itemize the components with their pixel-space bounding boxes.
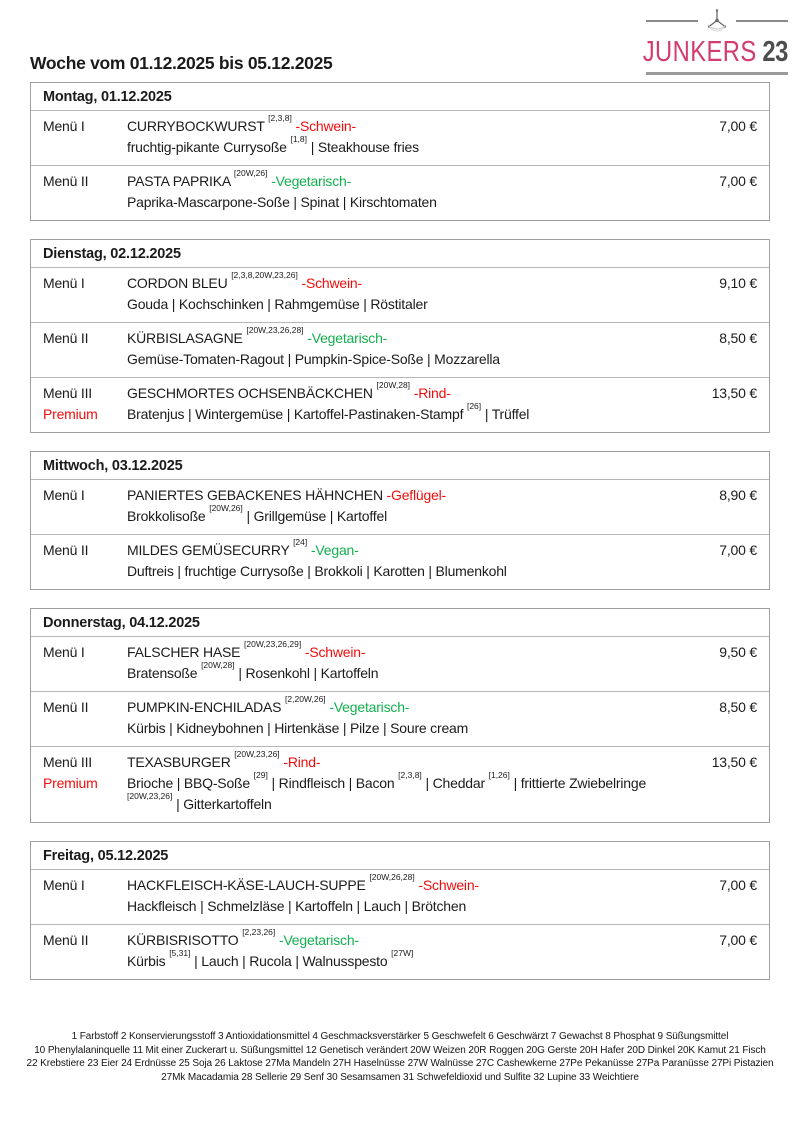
- day-box-dienstag: [30, 239, 770, 433]
- legend-line: 27Mk Macadamia 28 Sellerie 29 Senf 30 Sesamsamen 31 Schwefeldioxid und Sulfite 32 Lupine 33 Weichtiere: [161, 1071, 639, 1083]
- day-header: Montag, 01.12.2025: [31, 83, 769, 111]
- menu-price: 13,50 €: [711, 385, 757, 401]
- dish-description: Bratenjus | Wintergemüse | Kartoffel-Pastinaken-Stampf [26] | Trüffel: [127, 400, 530, 422]
- menu-content: [127, 269, 679, 315]
- menu-price: 8,90 €: [719, 487, 757, 503]
- day-box-donnerstag: [30, 608, 770, 823]
- menu-label: [43, 171, 127, 192]
- dish-description: Brokkolisoße [20W,26] | Grillgemüse | Kartoffel: [127, 502, 387, 524]
- menu-content: [127, 693, 679, 739]
- day-header: Dienstag, 02.12.2025: [31, 240, 769, 268]
- menu-premium-text: Premium: [43, 406, 98, 422]
- menu-label: [43, 697, 127, 718]
- menu-price: 7,00 €: [719, 118, 757, 134]
- menu-price: 7,00 €: [719, 542, 757, 558]
- menu-label-text: Menü II: [43, 699, 89, 715]
- dish-description: Gemüse-Tomaten-Ragout | Pumpkin-Spice-Soße | Mozzarella: [127, 351, 500, 367]
- logo-wordmark: [642, 36, 788, 69]
- menu-label: [43, 642, 127, 663]
- dish-description: Kürbis | Kidneybohnen | Hirtenkäse | Pilze | Soure cream: [127, 720, 469, 736]
- menu-content: [127, 485, 679, 527]
- page-header: [30, 0, 788, 82]
- dish-description: Kürbis [5,31] | Lauch | Rucola | Walnusspesto [27W]: [127, 947, 414, 969]
- menu-price: 9,10 €: [719, 275, 757, 291]
- menu-price: 8,50 €: [719, 699, 757, 715]
- menu-price: 13,50 €: [711, 754, 757, 770]
- dish-title: PUMPKIN-ENCHILADAS [2,20W,26] -Vegetarisch-: [127, 693, 410, 715]
- dish-title: GESCHMORTES OCHSENBÄCKCHEN [20W,28] -Rind-: [127, 379, 451, 401]
- menu-premium-text: Premium: [43, 775, 98, 791]
- menu-label-text: Menü I: [43, 644, 85, 660]
- menu-row: [31, 480, 769, 535]
- menu-label-text: Menü II: [43, 542, 89, 558]
- menu-label-text: Menü I: [43, 275, 85, 291]
- logo-brand-text: JUNKERS: [642, 36, 757, 68]
- menu-content: [127, 324, 679, 370]
- dish-description: Hackfleisch | Schmelzläse | Kartoffeln | Lauch | Brötchen: [127, 898, 467, 914]
- menu-row: [31, 637, 769, 692]
- menu-content: [127, 379, 679, 425]
- dish-description: Gouda | Kochschinken | Rahmgemüse | Röstitaler: [127, 296, 428, 312]
- menu-label: [43, 485, 127, 506]
- menu-label-text: Menü II: [43, 330, 89, 346]
- menu-label-text: Menü II: [43, 932, 89, 948]
- menu-price: 7,00 €: [719, 173, 757, 189]
- dish-title: HACKFLEISCH-KÄSE-LAUCH-SUPPE [20W,26,28] -Schwein-: [127, 871, 479, 893]
- day-box-montag: [30, 82, 770, 221]
- menu-row: [31, 692, 769, 747]
- menu-content: [127, 536, 679, 582]
- menu-row: [31, 378, 769, 432]
- dish-description: Paprika-Mascarpone-Soße | Spinat | Kirschtomaten: [127, 194, 437, 210]
- dish-title: CORDON BLEU [2,3,8,20W,23,26] -Schwein-: [127, 269, 362, 291]
- dish-description: Duftreis | fruchtige Currysoße | Brokkoli | Karotten | Blumenkohl: [127, 563, 507, 579]
- menu-row: [31, 747, 769, 822]
- menu-row: [31, 166, 769, 220]
- menu-row: [31, 535, 769, 589]
- dish-description: fruchtig-pikante Currysoße [1,8] | Steakhouse fries: [127, 133, 419, 155]
- legend-line: 10 Phenylalaninquelle 11 Mit einer Zuckerart u. Süßungsmittel 12 Genetisch verändert 20W Weizen 20R Roggen 20G Gerste 20H Hafer 20D Dinkel 20K Kamut 21 Fisch: [34, 1044, 766, 1056]
- dish-title: FALSCHER HASE [20W,23,26,29] -Schwein-: [127, 638, 366, 660]
- menu-label: [43, 875, 127, 896]
- menu-content: [127, 871, 679, 917]
- menu-label: [43, 383, 127, 425]
- dish-title: CURRYBOCKWURST [2,3,8] -Schwein-: [127, 112, 356, 134]
- dish-title: KÜRBISLASAGNE [20W,23,26,28] -Vegetarisch-: [127, 324, 388, 346]
- menu-label: [43, 328, 127, 349]
- dish-title: KÜRBISRISOTTO [2,23,26] -Vegetarisch-: [127, 926, 359, 948]
- menu-label: [43, 540, 127, 561]
- day-header: Mittwoch, 03.12.2025: [31, 452, 769, 480]
- menu-label: [43, 273, 127, 294]
- propeller-icon: [702, 8, 732, 34]
- junkers-logo: [642, 8, 788, 75]
- day-header: Donnerstag, 04.12.2025: [31, 609, 769, 637]
- menu-row: [31, 111, 769, 166]
- menu-row: [31, 323, 769, 378]
- menu-row: [31, 925, 769, 979]
- menu-label: [43, 116, 127, 137]
- dish-description: Bratensoße [20W,28] | Rosenkohl | Kartoffeln: [127, 659, 379, 681]
- dish-title: MILDES GEMÜSECURRY [24] -Vegan-: [127, 536, 359, 558]
- menu-label-text: Menü I: [43, 487, 85, 503]
- menu-price: 7,00 €: [719, 932, 757, 948]
- logo-underline: [646, 72, 788, 75]
- logo-right-line: [736, 20, 788, 22]
- dish-title: TEXASBURGER [20W,23,26] -Rind-: [127, 748, 321, 770]
- menu-label: [43, 930, 127, 951]
- logo-top-row: [646, 8, 788, 34]
- logo-left-line: [646, 20, 698, 22]
- logo-number-text: 23: [762, 36, 788, 68]
- menu-label-text: Menü III: [43, 754, 92, 770]
- dish-description: Brioche | BBQ-Soße [29] | Rindfleisch | Bacon [2,3,8] | Cheddar [1,26] | frittierte Zwiebelringe [20W,23,26] | Gitterkartoffeln: [127, 769, 647, 812]
- menu-content: [127, 748, 679, 815]
- menu-row: [31, 870, 769, 925]
- menu-label-text: Menü I: [43, 877, 85, 893]
- menu-row: [31, 268, 769, 323]
- menu-price: 7,00 €: [719, 877, 757, 893]
- menu-label-text: Menü I: [43, 118, 85, 134]
- legend-line: 1 Farbstoff 2 Konservierungsstoff 3 Antioxidationsmittel 4 Geschmacksverstärker 5 Geschwefelt 6 Geschwärzt 7 Gewachst 8 Phosphat 9 Süßungsmittel: [71, 1031, 729, 1042]
- legend-line: 22 Krebstiere 23 Eier 24 Erdnüsse 25 Soja 26 Laktose 27Ma Mandeln 27H Haselnüsse 27W Walnüsse 27C Cashewkerne 27Pe Pekanüsse 27Pa Paranüsse 27Pi Pistazien: [26, 1058, 774, 1069]
- menu-content: [127, 926, 679, 972]
- menu-price: 8,50 €: [719, 330, 757, 346]
- additives-legend: [0, 1030, 800, 1084]
- menu-price: 9,50 €: [719, 644, 757, 660]
- menu-content: [127, 167, 679, 213]
- day-header: Freitag, 05.12.2025: [31, 842, 769, 870]
- menu-label-text: Menü II: [43, 173, 89, 189]
- menu-content: [127, 112, 679, 158]
- menu-label-text: Menü III: [43, 385, 92, 401]
- menu-label: [43, 752, 127, 794]
- menu-content: [127, 638, 679, 684]
- dish-title: PASTA PAPRIKA [20W,26] -Vegetarisch-: [127, 167, 352, 189]
- day-box-mittwoch: [30, 451, 770, 590]
- day-box-freitag: [30, 841, 770, 980]
- page-title: Woche vom 01.12.2025 bis 05.12.2025: [30, 53, 333, 73]
- dish-title: PANIERTES GEBACKENES HÄHNCHEN -Geflügel-: [127, 487, 447, 503]
